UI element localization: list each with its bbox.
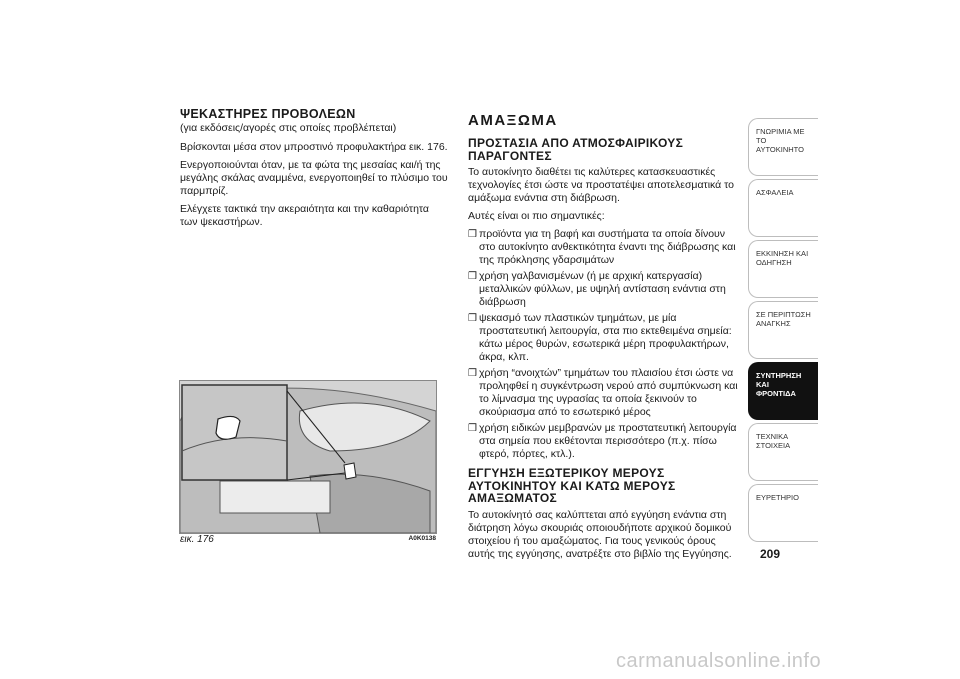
figure-caption [180,534,436,545]
page-title: ΑΜΑΞΩΜΑ [468,112,558,129]
paragraph: Το αυτοκίνητο διαθέτει τις καλύτερες κατασκευαστικές τεχνολογίες έτσι ώστε να προστατέψει αποτελεσματικά το αμάξωμα ενάντια στη διάβρωση. [468,166,734,204]
paragraph: Το αυτοκίνητό σας καλύπτεται από εγγύηση ενάντια στη διάτρηση λόγω σκουριάς οποιουδήποτε αρχικού δομικού στοιχείου ή του αμαξώματος. Για τους γενικούς όρους αυτής της εγγύησης, ανατρέξτε στο βιβλίο της Εγγύησης. [468,508,732,560]
list-item: ❒ χρήση ειδικών μεμβρανών με προστατευτική λειτουργία στα σημεία που εκθέτονται περισσότερο (π.χ. πίσω φτερό, πόρτες, κτλ.). [468,422,737,460]
left-column [180,108,448,234]
tab-getting-to-know[interactable]: ΓΝΩΡΙΜΙΑ ΜΕ ΤΟ ΑΥΤΟΚΙΝΗΤΟ [748,118,818,176]
car-front-drawing [180,381,436,533]
tab-index[interactable]: ΕΥΡΕΤΗΡΙΟ [748,484,818,542]
checkbox-bullet-icon: ❒ [468,423,477,434]
checkbox-bullet-icon: ❒ [468,229,477,240]
list-item: ❒ χρήση γαλβανισμένων (ή με αρχική κατεργασία) μεταλλικών φύλλων, με υψηλή αντίσταση ενάντια στη διάβρωση [468,270,726,308]
figure-label: εικ. 176 [180,534,214,545]
checkbox-bullet-icon: ❒ [468,368,477,379]
headlamp-washer-illustration [179,380,437,534]
corrosion-protection-heading: ΠΡΟΣΤΑΣΙΑ ΑΠΟ ΑΤΜΟΣΦΑΙΡΙΚΟΥΣ ΠΑΡΑΓΟΝΤΕΣ [468,136,684,163]
tab-safety[interactable]: ΑΣΦΑΛΕΙΑ [748,179,818,237]
paragraph: Ελέγχετε τακτικά την ακεραιότητα και την καθαριότητα των ψεκαστήρων. [180,203,429,228]
paragraph: Ενεργοποιούνται όταν, με τα φώτα της μεσαίας και/ή της μεγάλης σκάλας αναμμένα, ενεργοποιηθεί το πλύσιμο του παρμπρίζ. [180,159,448,197]
protection-list [468,228,740,461]
checkbox-bullet-icon: ❒ [468,313,477,324]
figure-code: A0K0138 [408,535,436,542]
checkbox-bullet-icon: ❒ [468,271,477,282]
page-number: 209 [760,547,781,561]
tab-emergency[interactable]: ΣΕ ΠΕΡΙΠΤΩΣΗ ΑΝΑΓΚΗΣ [748,301,818,359]
list-item: ❒ χρήση “ανοιχτών” τμημάτων του πλαισίου έτσι ώστε να προληφθεί η συγκέντρωση νερού από συμπύκνωση και το λίμνασμα της υγρασίας τα οποία ξεκινούν το σκούριασμα από το εσωτερικό μέρος [468,367,738,418]
tab-technical-data[interactable]: ΤΕΧΝΙΚΑ ΣΤΟΙΧΕΙΑ [748,423,818,481]
paragraph: Αυτές είναι οι πιο σημαντικές: [468,210,605,222]
tab-maintenance-care[interactable]: ΣΥΝΤΗΡΗΣΗ ΚΑΙ ΦΡΟΝΤΙΔΑ [748,362,818,420]
list-item: ❒ ψεκασμό των πλαστικών τμημάτων, με μία προστατευτική λειτουργία, στα πιο εκτεθειμένα σημεία: κάτω μέρος θυρών, εσωτερικά μέρη προφυλακτήρων, άκρα, κλπ. [468,312,732,363]
headlamp-washers-heading: ΨΕΚΑΣΤΗΡΕΣ ΠΡΟΒΟΛΕΩΝ [180,107,356,121]
watermark: carmanualsonline.info [616,650,822,672]
chapter-tabs [748,118,818,545]
right-column [468,114,740,566]
warranty-heading: ΕΓΓΥΗΣΗ ΕΞΩΤΕΡΙΚΟΥ ΜΕΡΟΥΣ ΑΥΤΟΚΙΝΗΤΟΥ ΚΑΙ ΚΑΤΩ ΜΕΡΟΥΣ ΑΜΑΞΩΜΑΤΟΣ [468,466,676,505]
availability-note: (για εκδόσεις/αγορές στις οποίες προβλέπεται) [180,122,397,134]
list-item: ❒ προϊόντα για τη βαφή και συστήματα τα οποία δίνουν στο αυτοκίνητο ανθεκτικότητα έναντι της διάβρωσης και της πρόκλησης γδαρσιμάτων [468,228,736,266]
paragraph: Βρίσκονται μέσα στον μπροστινό προφυλακτήρα εικ. 176. [180,141,448,153]
tab-starting-driving[interactable]: ΕΚΚΙΝΗΣΗ ΚΑΙ ΟΔΗΓΗΣΗ [748,240,818,298]
